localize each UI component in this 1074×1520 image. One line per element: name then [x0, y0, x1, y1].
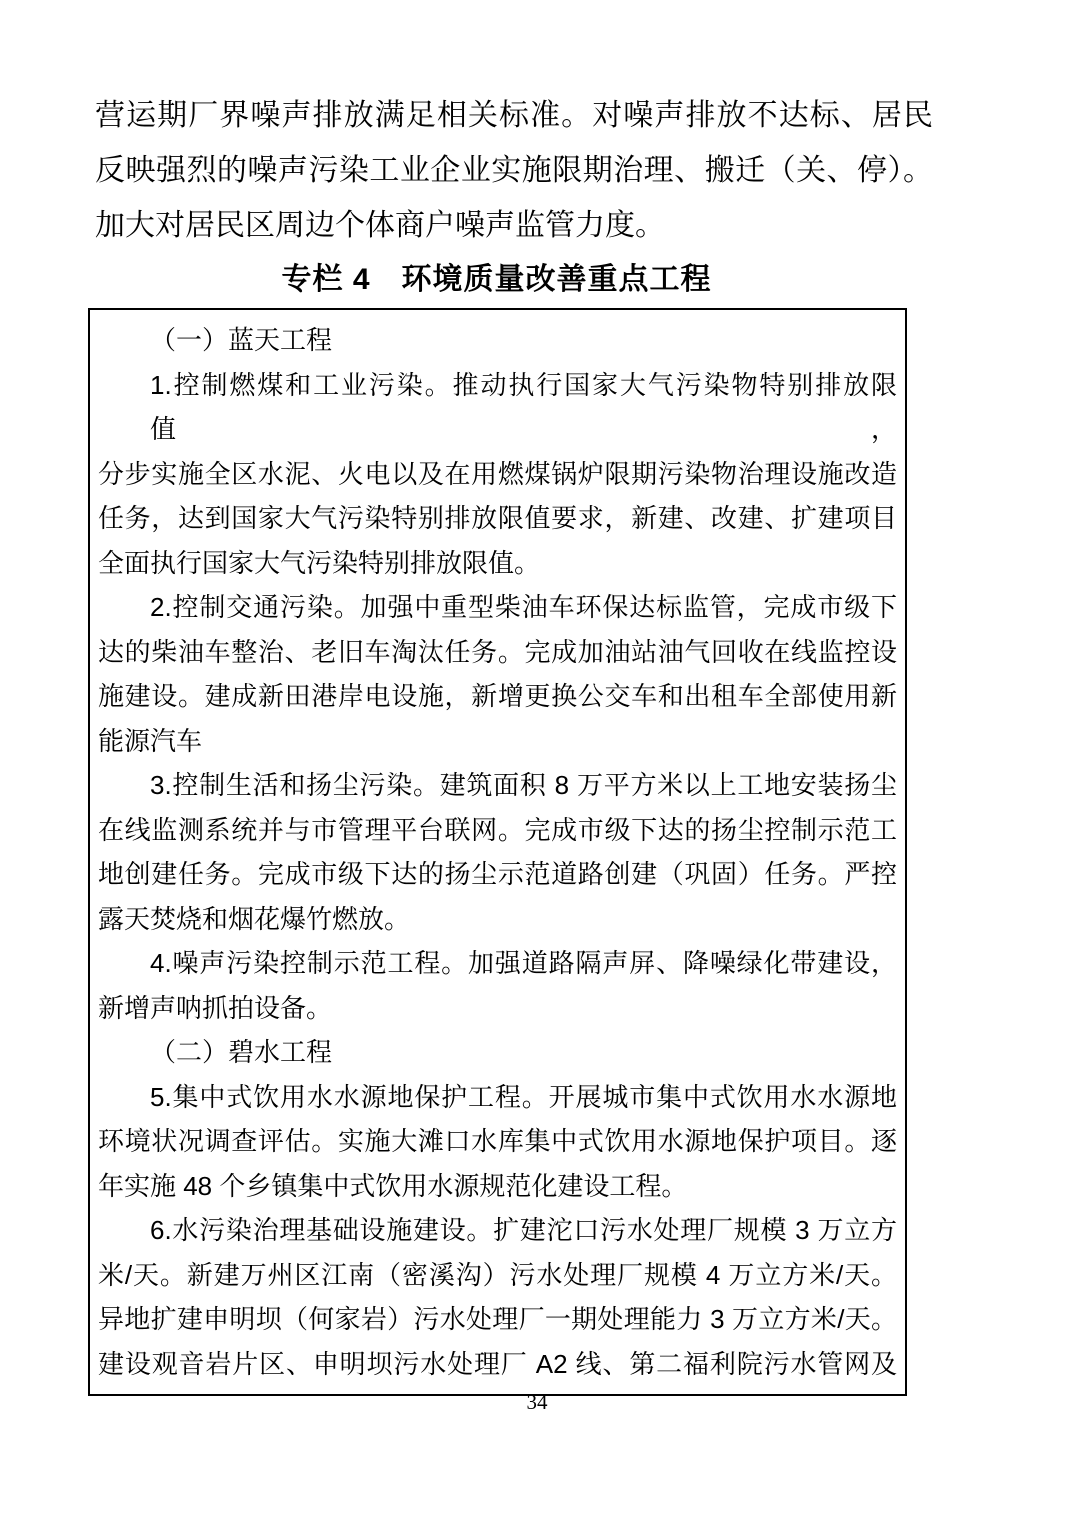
intro-paragraph [95, 88, 933, 253]
intro-line: 营运期厂界噪声排放满足相关标准。对噪声排放不达标、居民 [95, 99, 933, 132]
box-line: 2.控制交通污染。加强中重型柴油车环保达标监管，完成市级下 [150, 592, 897, 622]
box-line: 能源汽车 [98, 725, 203, 756]
project-box [88, 308, 907, 1396]
box-line: 分步实施全区水泥、火电以及在用燃煤锅炉限期污染物治理设施改造 [98, 458, 897, 489]
box-line: 年实施 48 个乡镇集中式饮用水源规范化建设工程。 [98, 1170, 688, 1201]
box-line: 任务，达到国家大气污染特别排放限值要求，新建、改建、扩建项目 [98, 503, 897, 533]
box-line: 达的柴油车整治、老旧车淘汰任务。完成加油站油气回收在线监控设 [98, 636, 897, 667]
box-line: 6.水污染治理基础设施建设。扩建沱口污水处理厂规模 3 万立方 [150, 1215, 897, 1245]
box-line: 3.控制生活和扬尘污染。建筑面积 8 万平方米以上工地安装扬尘 [150, 770, 897, 800]
box-line: 1.控制燃煤和工业污染。推动执行国家大气污染物特别排放限值， [150, 369, 897, 444]
box-line: 在线监测系统并与市管理平台联网。完成市级下达的扬尘控制示范工 [98, 814, 897, 845]
box-line: 异地扩建申明坝（何家岩）污水处理厂一期处理能力 3 万立方米/天。 [98, 1304, 897, 1334]
box-line: （二）碧水工程 [150, 1037, 333, 1067]
box-line: 5.集中式饮用水水源地保护工程。开展城市集中式饮用水水源地 [150, 1081, 897, 1112]
intro-line: 加大对居民区周边个体商户噪声监管力度。 [95, 209, 665, 242]
box-line: 地创建任务。完成市级下达的扬尘示范道路创建（巩固）任务。严控 [98, 859, 897, 889]
box-line: 新增声呐抓拍设备。 [98, 992, 333, 1023]
box-title: 专栏 4 环境质量改善重点工程 [281, 263, 712, 296]
page-number: 34 [526, 1390, 548, 1414]
box-line: 施建设。建成新田港岸电设施，新增更换公交车和出租车全部使用新 [98, 681, 897, 711]
intro-line: 反映强烈的噪声污染工业企业实施限期治理、搬迁（关、停）。 [95, 154, 933, 187]
box-line: 米/天。新建万州区江南（密溪沟）污水处理厂规模 4 万立方米/天。 [98, 1259, 897, 1290]
box-line: 环境状况调查评估。实施大滩口水库集中式饮用水源地保护项目。逐 [98, 1126, 897, 1156]
box-line: 全面执行国家大气污染特别排放限值。 [98, 547, 541, 578]
box-line: 露天焚烧和烟花爆竹燃放。 [98, 903, 411, 934]
box-line: 建设观音岩片区、申明坝污水处理厂 A2 线、第二福利院污水管网及 [98, 1348, 897, 1379]
box-line: （一）蓝天工程 [150, 325, 333, 355]
box-line: 4.噪声污染控制示范工程。加强道路隔声屏、降噪绿化带建设， [150, 948, 897, 978]
